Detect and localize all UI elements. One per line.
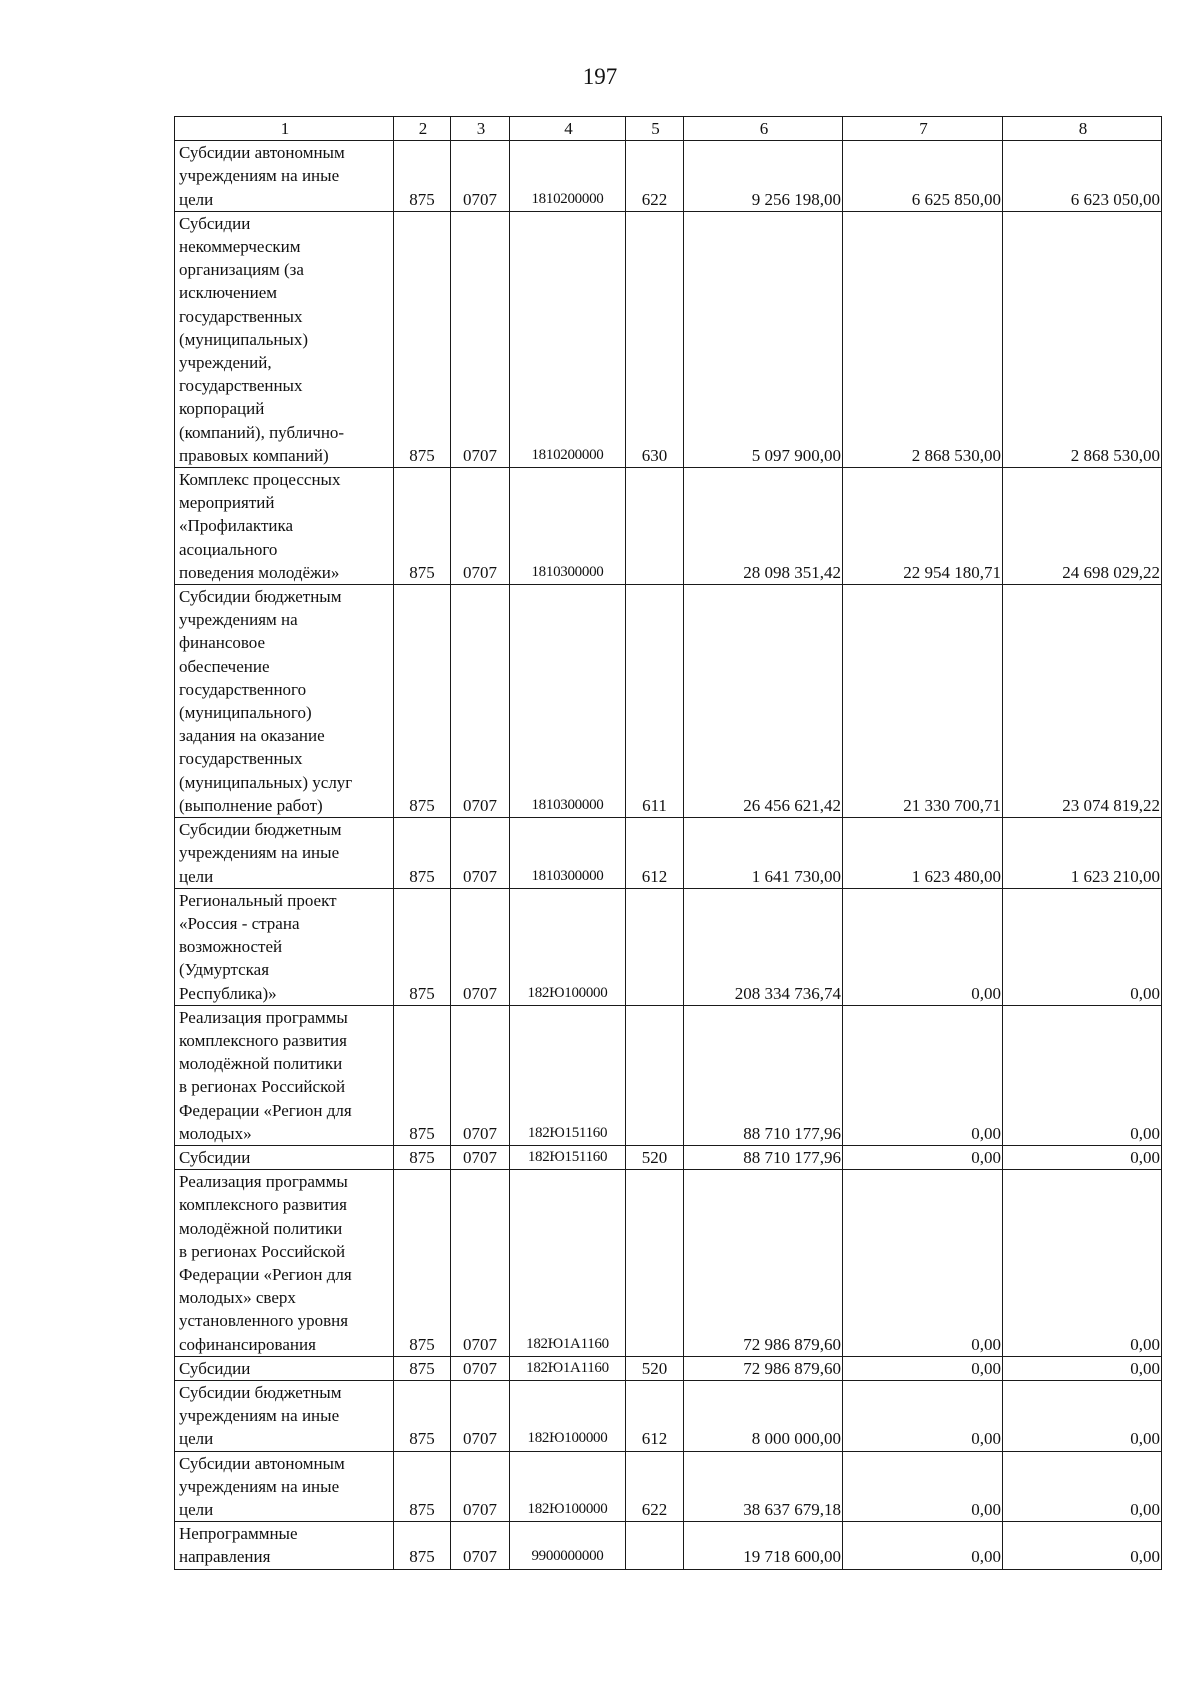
amount-cell-col7: 22 954 180,71	[843, 468, 1003, 585]
budget-code-cell: 875	[394, 1451, 451, 1522]
section-code-cell: 0707	[451, 468, 510, 585]
amount-cell-col8: 0,00	[1003, 1005, 1162, 1145]
column-header: 7	[843, 117, 1003, 141]
description-line: учреждениям на иные	[179, 1476, 340, 1496]
page-number: 197	[582, 64, 618, 89]
description-line: Субсидии	[179, 1358, 251, 1378]
target-article-cell: 182Ю100000	[510, 1451, 626, 1522]
budget-code-cell: 875	[394, 585, 451, 818]
description-line: государственного	[179, 679, 307, 699]
row-description	[175, 1145, 394, 1169]
row-description	[175, 1380, 394, 1451]
row-description	[175, 1170, 394, 1357]
section-code-cell: 0707	[451, 585, 510, 818]
description-line: организациям (за	[179, 260, 304, 280]
description-line: асоциального	[179, 539, 278, 559]
amount-cell-col7: 1 623 480,00	[843, 818, 1003, 889]
amount-cell-col8: 0,00	[1003, 1380, 1162, 1451]
amount-cell-col6: 19 718 600,00	[684, 1522, 843, 1569]
amount-cell-col7: 0,00	[843, 1005, 1003, 1145]
description-line: комплексного развития	[179, 1195, 347, 1215]
description-line: Реализация программы	[179, 1172, 348, 1192]
amount-cell-col7: 0,00	[843, 888, 1003, 1005]
table-row	[175, 468, 1162, 585]
column-header: 4	[510, 117, 626, 141]
description-line: поведения молодёжи»	[179, 562, 340, 582]
budget-code-cell: 875	[394, 1005, 451, 1145]
description-line: государственных	[179, 306, 303, 326]
amount-cell-col7: 0,00	[843, 1451, 1003, 1522]
description-line: Комплекс процессных	[179, 470, 341, 490]
description-line: молодёжной политики	[179, 1054, 343, 1074]
table-row	[175, 585, 1162, 818]
description-line: Субсидии автономным	[179, 143, 345, 163]
description-line: (компаний), публично-	[179, 422, 345, 442]
expense-type-cell	[626, 1005, 684, 1145]
amount-cell-col6: 208 334 736,74	[684, 888, 843, 1005]
column-header: 6	[684, 117, 843, 141]
description-line: молодёжной политики	[179, 1218, 343, 1238]
amount-cell-col6: 88 710 177,96	[684, 1145, 843, 1169]
target-article-cell: 1810200000	[510, 141, 626, 212]
description-line: корпораций	[179, 399, 265, 419]
description-line: (муниципальных)	[179, 329, 309, 349]
expense-type-cell	[626, 1170, 684, 1357]
row-description	[175, 468, 394, 585]
table-row	[175, 1005, 1162, 1145]
expense-type-cell: 630	[626, 211, 684, 467]
description-line: Субсидии бюджетным	[179, 820, 342, 840]
description-line: «Профилактика	[179, 516, 294, 536]
amount-cell-col7: 0,00	[843, 1356, 1003, 1380]
expense-type-cell: 520	[626, 1356, 684, 1380]
description-line: цели	[179, 866, 214, 886]
target-article-cell: 9900000000	[510, 1522, 626, 1569]
amount-cell-col7: 0,00	[843, 1522, 1003, 1569]
row-description	[175, 888, 394, 1005]
section-code-cell: 0707	[451, 1005, 510, 1145]
column-header: 3	[451, 117, 510, 141]
amount-cell-col8: 2 868 530,00	[1003, 211, 1162, 467]
amount-cell-col6: 38 637 679,18	[684, 1451, 843, 1522]
description-line: некоммерческим	[179, 237, 301, 257]
description-line: (муниципальных) услуг	[179, 772, 353, 792]
budget-code-cell: 875	[394, 468, 451, 585]
row-description	[175, 818, 394, 889]
description-line: задания на оказание	[179, 726, 325, 746]
description-line: Федерации «Регион для	[179, 1264, 352, 1284]
description-line: Федерации «Регион для	[179, 1100, 352, 1120]
table-row	[175, 1380, 1162, 1451]
target-article-cell: 1810300000	[510, 585, 626, 818]
amount-cell-col8: 0,00	[1003, 1145, 1162, 1169]
target-article-cell: 182Ю1А1160	[510, 1170, 626, 1357]
section-code-cell: 0707	[451, 818, 510, 889]
amount-cell-col6: 28 098 351,42	[684, 468, 843, 585]
description-line: направления	[179, 1547, 271, 1567]
expense-type-cell: 622	[626, 1451, 684, 1522]
description-line: Региональный проект	[179, 890, 337, 910]
expense-type-cell: 622	[626, 141, 684, 212]
section-code-cell: 0707	[451, 1356, 510, 1380]
section-code-cell: 0707	[451, 1451, 510, 1522]
amount-cell-col8: 0,00	[1003, 888, 1162, 1005]
target-article-cell: 182Ю151160	[510, 1005, 626, 1145]
description-line: (выполнение работ)	[179, 795, 323, 815]
expense-type-cell: 520	[626, 1145, 684, 1169]
description-line: государственных	[179, 376, 303, 396]
row-description	[175, 211, 394, 467]
description-line: исключением	[179, 283, 278, 303]
description-line: (муниципального)	[179, 703, 312, 723]
description-line: мероприятий	[179, 493, 275, 513]
table-row	[175, 211, 1162, 467]
description-line: учреждениям на иные	[179, 166, 340, 186]
column-header: 1	[175, 117, 394, 141]
target-article-cell: 182Ю100000	[510, 888, 626, 1005]
table-row	[175, 1356, 1162, 1380]
amount-cell-col6: 1 641 730,00	[684, 818, 843, 889]
description-line: обеспечение	[179, 656, 270, 676]
table-row	[175, 1145, 1162, 1169]
description-line: цели	[179, 189, 214, 209]
column-header: 5	[626, 117, 684, 141]
amount-cell-col6: 9 256 198,00	[684, 141, 843, 212]
table-row	[175, 141, 1162, 212]
target-article-cell: 182Ю151160	[510, 1145, 626, 1169]
row-description	[175, 585, 394, 818]
expense-type-cell: 612	[626, 818, 684, 889]
description-line: финансовое	[179, 633, 266, 653]
budget-code-cell: 875	[394, 1380, 451, 1451]
amount-cell-col7: 2 868 530,00	[843, 211, 1003, 467]
row-description	[175, 1451, 394, 1522]
table-row	[175, 1170, 1162, 1357]
expense-type-cell: 611	[626, 585, 684, 818]
table-row	[175, 888, 1162, 1005]
amount-cell-col6: 5 097 900,00	[684, 211, 843, 467]
amount-cell-col8: 0,00	[1003, 1170, 1162, 1357]
description-line: молодых»	[179, 1123, 252, 1143]
description-line: (Удмуртская	[179, 960, 270, 980]
expense-type-cell	[626, 1522, 684, 1569]
column-header: 8	[1003, 117, 1162, 141]
amount-cell-col6: 72 986 879,60	[684, 1356, 843, 1380]
section-code-cell: 0707	[451, 141, 510, 212]
target-article-cell: 1810300000	[510, 468, 626, 585]
amount-cell-col8: 0,00	[1003, 1356, 1162, 1380]
budget-code-cell: 875	[394, 1522, 451, 1569]
description-line: цели	[179, 1499, 214, 1519]
amount-cell-col8: 0,00	[1003, 1522, 1162, 1569]
amount-cell-col8: 23 074 819,22	[1003, 585, 1162, 818]
description-line: цели	[179, 1429, 214, 1449]
amount-cell-col7: 6 625 850,00	[843, 141, 1003, 212]
description-line: Республика)»	[179, 983, 277, 1003]
section-code-cell: 0707	[451, 211, 510, 467]
section-code-cell: 0707	[451, 1145, 510, 1169]
budget-code-cell: 875	[394, 818, 451, 889]
budget-code-cell: 875	[394, 1145, 451, 1169]
amount-cell-col8: 24 698 029,22	[1003, 468, 1162, 585]
row-description	[175, 1005, 394, 1145]
table-row	[175, 1522, 1162, 1569]
description-line: в регионах Российской	[179, 1077, 346, 1097]
table-row	[175, 818, 1162, 889]
description-line: учреждениям на иные	[179, 843, 340, 863]
section-code-cell: 0707	[451, 888, 510, 1005]
description-line: государственных	[179, 749, 303, 769]
description-line: возможностей	[179, 937, 283, 957]
row-description	[175, 1356, 394, 1380]
section-code-cell: 0707	[451, 1170, 510, 1357]
amount-cell-col7: 0,00	[843, 1145, 1003, 1169]
description-line: Непрограммные	[179, 1524, 298, 1544]
description-line: Реализация программы	[179, 1007, 348, 1027]
description-line: Субсидии бюджетным	[179, 587, 342, 607]
amount-cell-col8: 0,00	[1003, 1451, 1162, 1522]
budget-code-cell: 875	[394, 1356, 451, 1380]
amount-cell-col7: 0,00	[843, 1170, 1003, 1357]
amount-cell-col8: 6 623 050,00	[1003, 141, 1162, 212]
amount-cell-col6: 8 000 000,00	[684, 1380, 843, 1451]
description-line: учреждениям на иные	[179, 1406, 340, 1426]
description-line: установленного уровня	[179, 1311, 349, 1331]
description-line: «Россия - страна	[179, 913, 300, 933]
amount-cell-col6: 88 710 177,96	[684, 1005, 843, 1145]
budget-code-cell: 875	[394, 888, 451, 1005]
description-line: Субсидии бюджетным	[179, 1382, 342, 1402]
amount-cell-col7: 21 330 700,71	[843, 585, 1003, 818]
target-article-cell: 182Ю1А1160	[510, 1356, 626, 1380]
description-line: Субсидии автономным	[179, 1453, 345, 1473]
row-description	[175, 1522, 394, 1569]
description-line: Субсидии	[179, 213, 251, 233]
amount-cell-col6: 72 986 879,60	[684, 1170, 843, 1357]
target-article-cell: 1810200000	[510, 211, 626, 467]
budget-table	[174, 116, 1162, 1570]
expense-type-cell	[626, 888, 684, 1005]
target-article-cell: 1810300000	[510, 818, 626, 889]
description-line: в регионах Российской	[179, 1241, 346, 1261]
amount-cell-col8: 1 623 210,00	[1003, 818, 1162, 889]
budget-code-cell: 875	[394, 141, 451, 212]
column-header: 2	[394, 117, 451, 141]
description-line: Субсидии	[179, 1147, 251, 1167]
budget-code-cell: 875	[394, 1170, 451, 1357]
amount-cell-col7: 0,00	[843, 1380, 1003, 1451]
expense-type-cell	[626, 468, 684, 585]
table-row	[175, 1451, 1162, 1522]
target-article-cell: 182Ю100000	[510, 1380, 626, 1451]
amount-cell-col6: 26 456 621,42	[684, 585, 843, 818]
section-code-cell: 0707	[451, 1380, 510, 1451]
expense-type-cell: 612	[626, 1380, 684, 1451]
description-line: софинансирования	[179, 1334, 316, 1354]
table-body	[175, 141, 1162, 1569]
description-line: учреждений,	[179, 353, 272, 373]
description-line: молодых» сверх	[179, 1288, 296, 1308]
description-line: учреждениям на	[179, 610, 298, 630]
description-line: комплексного развития	[179, 1030, 347, 1050]
description-line: правовых компаний)	[179, 445, 329, 465]
row-description	[175, 141, 394, 212]
section-code-cell: 0707	[451, 1522, 510, 1569]
budget-code-cell: 875	[394, 211, 451, 467]
table-header-row	[175, 117, 1162, 141]
